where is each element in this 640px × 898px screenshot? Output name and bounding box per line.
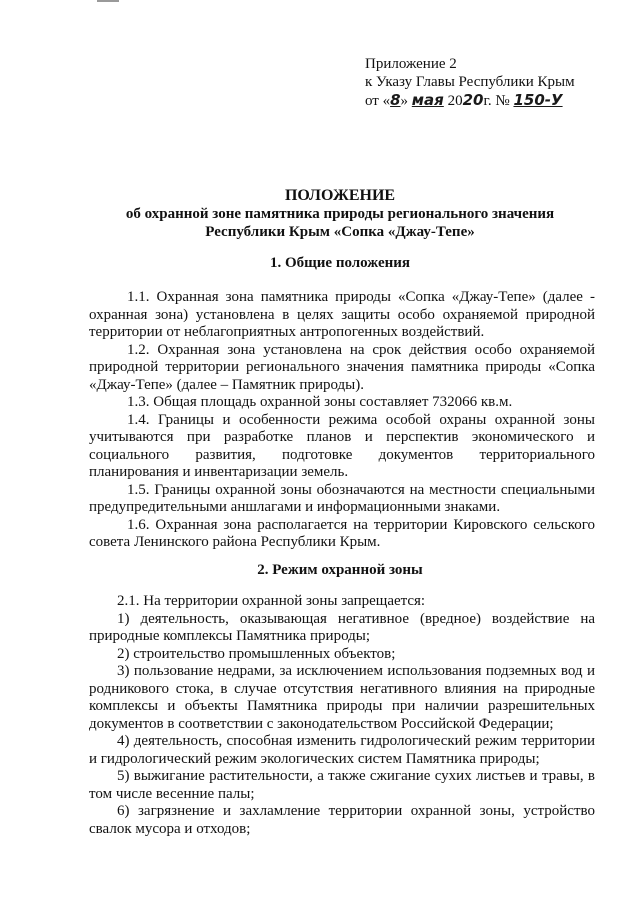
list-item-2: 2) строительство промышленных объектов; <box>117 645 396 662</box>
paragraph-1-6: 1.6. Охранная зона располагается на территории Кировского сельского совета Ленинского района Республики Крым. <box>89 516 595 550</box>
document-title <box>60 187 620 241</box>
paragraph-1-1: 1.1. Охранная зона памятника природы «Сопка «Джау-Тепе» (далее - охранная зона) установлена в целях защиты особо охраняемой природной территории от неблагоприятных антропогенных воздействий. <box>89 289 595 340</box>
list-item-4: 4) деятельность, способная изменить гидрологический режим территории и гидрологический режим экологических систем Памятника природы; <box>89 733 595 767</box>
paragraph-2-1: 2.1. На территории охранной зоны запрещается: <box>117 593 426 609</box>
number-label: г. № <box>483 93 510 109</box>
date-mid: » <box>400 93 409 109</box>
title-line-1: об охранной зоне памятника природы регионального значения <box>125 206 555 222</box>
handwritten-day: 8 <box>390 91 401 109</box>
paragraph-1-3: 1.3. Общая площадь охранной зоны составляет 732066 кв.м. <box>127 394 513 410</box>
appendix-title: Приложение 2 <box>365 56 457 72</box>
list-item-6: 6) загрязнение и захламление территории охранной зоны, устройство свалок мусора и отходов; <box>89 803 595 837</box>
title-line-2: Республики Крым «Сопка «Джау-Тепе» <box>205 224 475 240</box>
section-1-heading: 1. Общие положения <box>269 255 411 271</box>
title-heading: ПОЛОЖЕНИЕ <box>284 187 396 204</box>
list-item-3: 3) пользование недрами, за исключением использования подземных вод и родникового стока, в случае отсутствия негативного влияния на природные комплексы и объекты Памятника природы при наличии разрешительных документов в соответствии с законодательством Российской Федерации; <box>89 663 595 732</box>
list-item-1: 1) деятельность, оказывающая негативное (вредное) воздействие на природные комплексы Памятника природы; <box>89 610 595 644</box>
section-2-body <box>89 593 595 838</box>
paragraph-1-5: 1.5. Границы охранной зоны обозначаются на местности специальными предупредительными аншлагами и информационными знаками. <box>89 481 595 515</box>
handwritten-number: 150-У <box>513 91 563 109</box>
handwritten-month: мая <box>411 91 444 109</box>
section-2-heading: 2. Режим охранной зоны <box>257 562 423 578</box>
scan-artifact <box>97 0 119 2</box>
appendix-decree-ref: к Указу Главы Республики Крым <box>365 74 575 90</box>
year-prefix: 20 <box>447 93 463 109</box>
paragraph-1-4: 1.4. Границы и особенности режима особой охраны охранной зоны учитываются при разработке планов и перспектив экономического и социального развития, подготовке документов территориального планирования и инвентаризации земель. <box>89 411 595 480</box>
handwritten-year: 20 <box>462 91 484 109</box>
paragraph-1-2: 1.2. Охранная зона установлена на срок действия особо охраняемой природной территории регионального значения памятника природы «Сопка «Джау-Тепе» (далее – Памятник природы). <box>89 341 595 393</box>
date-prefix: от « <box>365 93 391 109</box>
list-item-5: 5) выжигание растительности, а также сжигание сухих листьев и травы, в том числе весенние палы; <box>89 768 595 802</box>
section-1-body <box>89 289 595 552</box>
appendix-header <box>365 55 575 110</box>
appendix-date-line <box>365 91 575 110</box>
